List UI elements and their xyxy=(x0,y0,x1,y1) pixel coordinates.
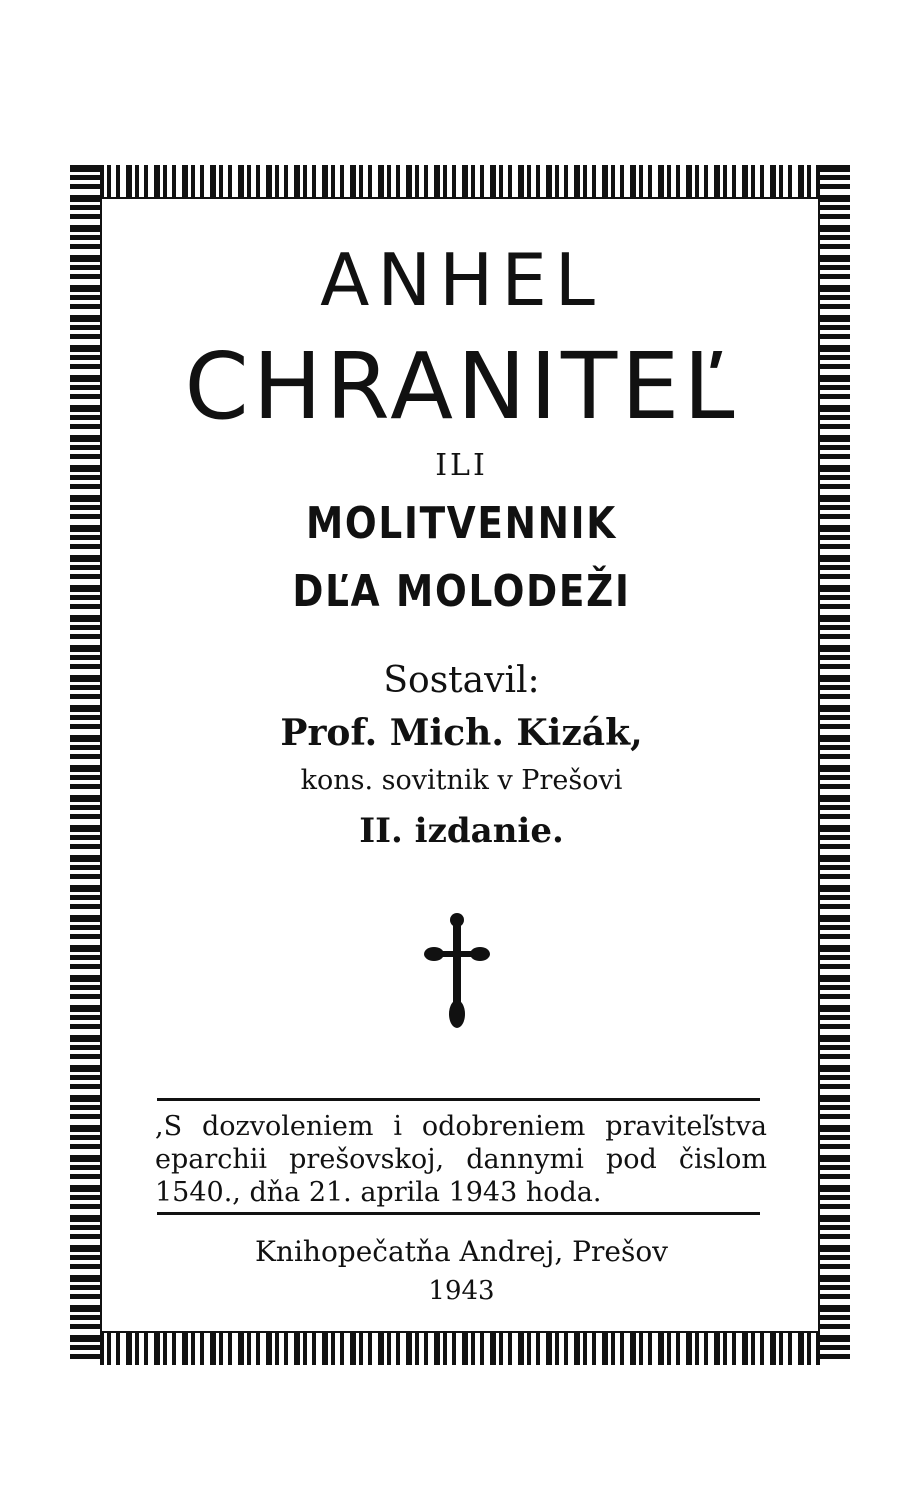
subtitle-line-2: DĽA MOLODEŽI xyxy=(292,566,631,617)
author-name: Prof. Mich. Kizák, xyxy=(280,712,643,754)
subtitle-line-1: MOLITVENNIK xyxy=(306,498,617,549)
edition-label: II. izdanie. xyxy=(359,811,564,851)
divider-bottom xyxy=(157,1212,760,1215)
connector-word: ILI xyxy=(435,448,488,483)
border-top-ornament xyxy=(70,165,850,197)
approval-notice: ,S dozvoleniem i odobreniem praviteľstva eparchii prešovskoj, dannymi pod čislom 1540., dňa 21. aprila 1943 hoda. xyxy=(155,1111,767,1208)
border-bottom-ornament xyxy=(70,1333,850,1365)
compiled-by-label: Sostavil: xyxy=(383,660,540,701)
title-line-2: CHRANITEĽ xyxy=(184,333,739,440)
author-role: kons. sovitnik v Prešovi xyxy=(300,765,623,796)
divider-top xyxy=(157,1098,760,1101)
printer-name: Knihopečatňa Andrej, Prešov xyxy=(255,1235,668,1268)
cross-icon xyxy=(424,912,490,1032)
title-line-1: ANHEL xyxy=(320,238,603,322)
publication-year: 1943 xyxy=(428,1276,495,1306)
